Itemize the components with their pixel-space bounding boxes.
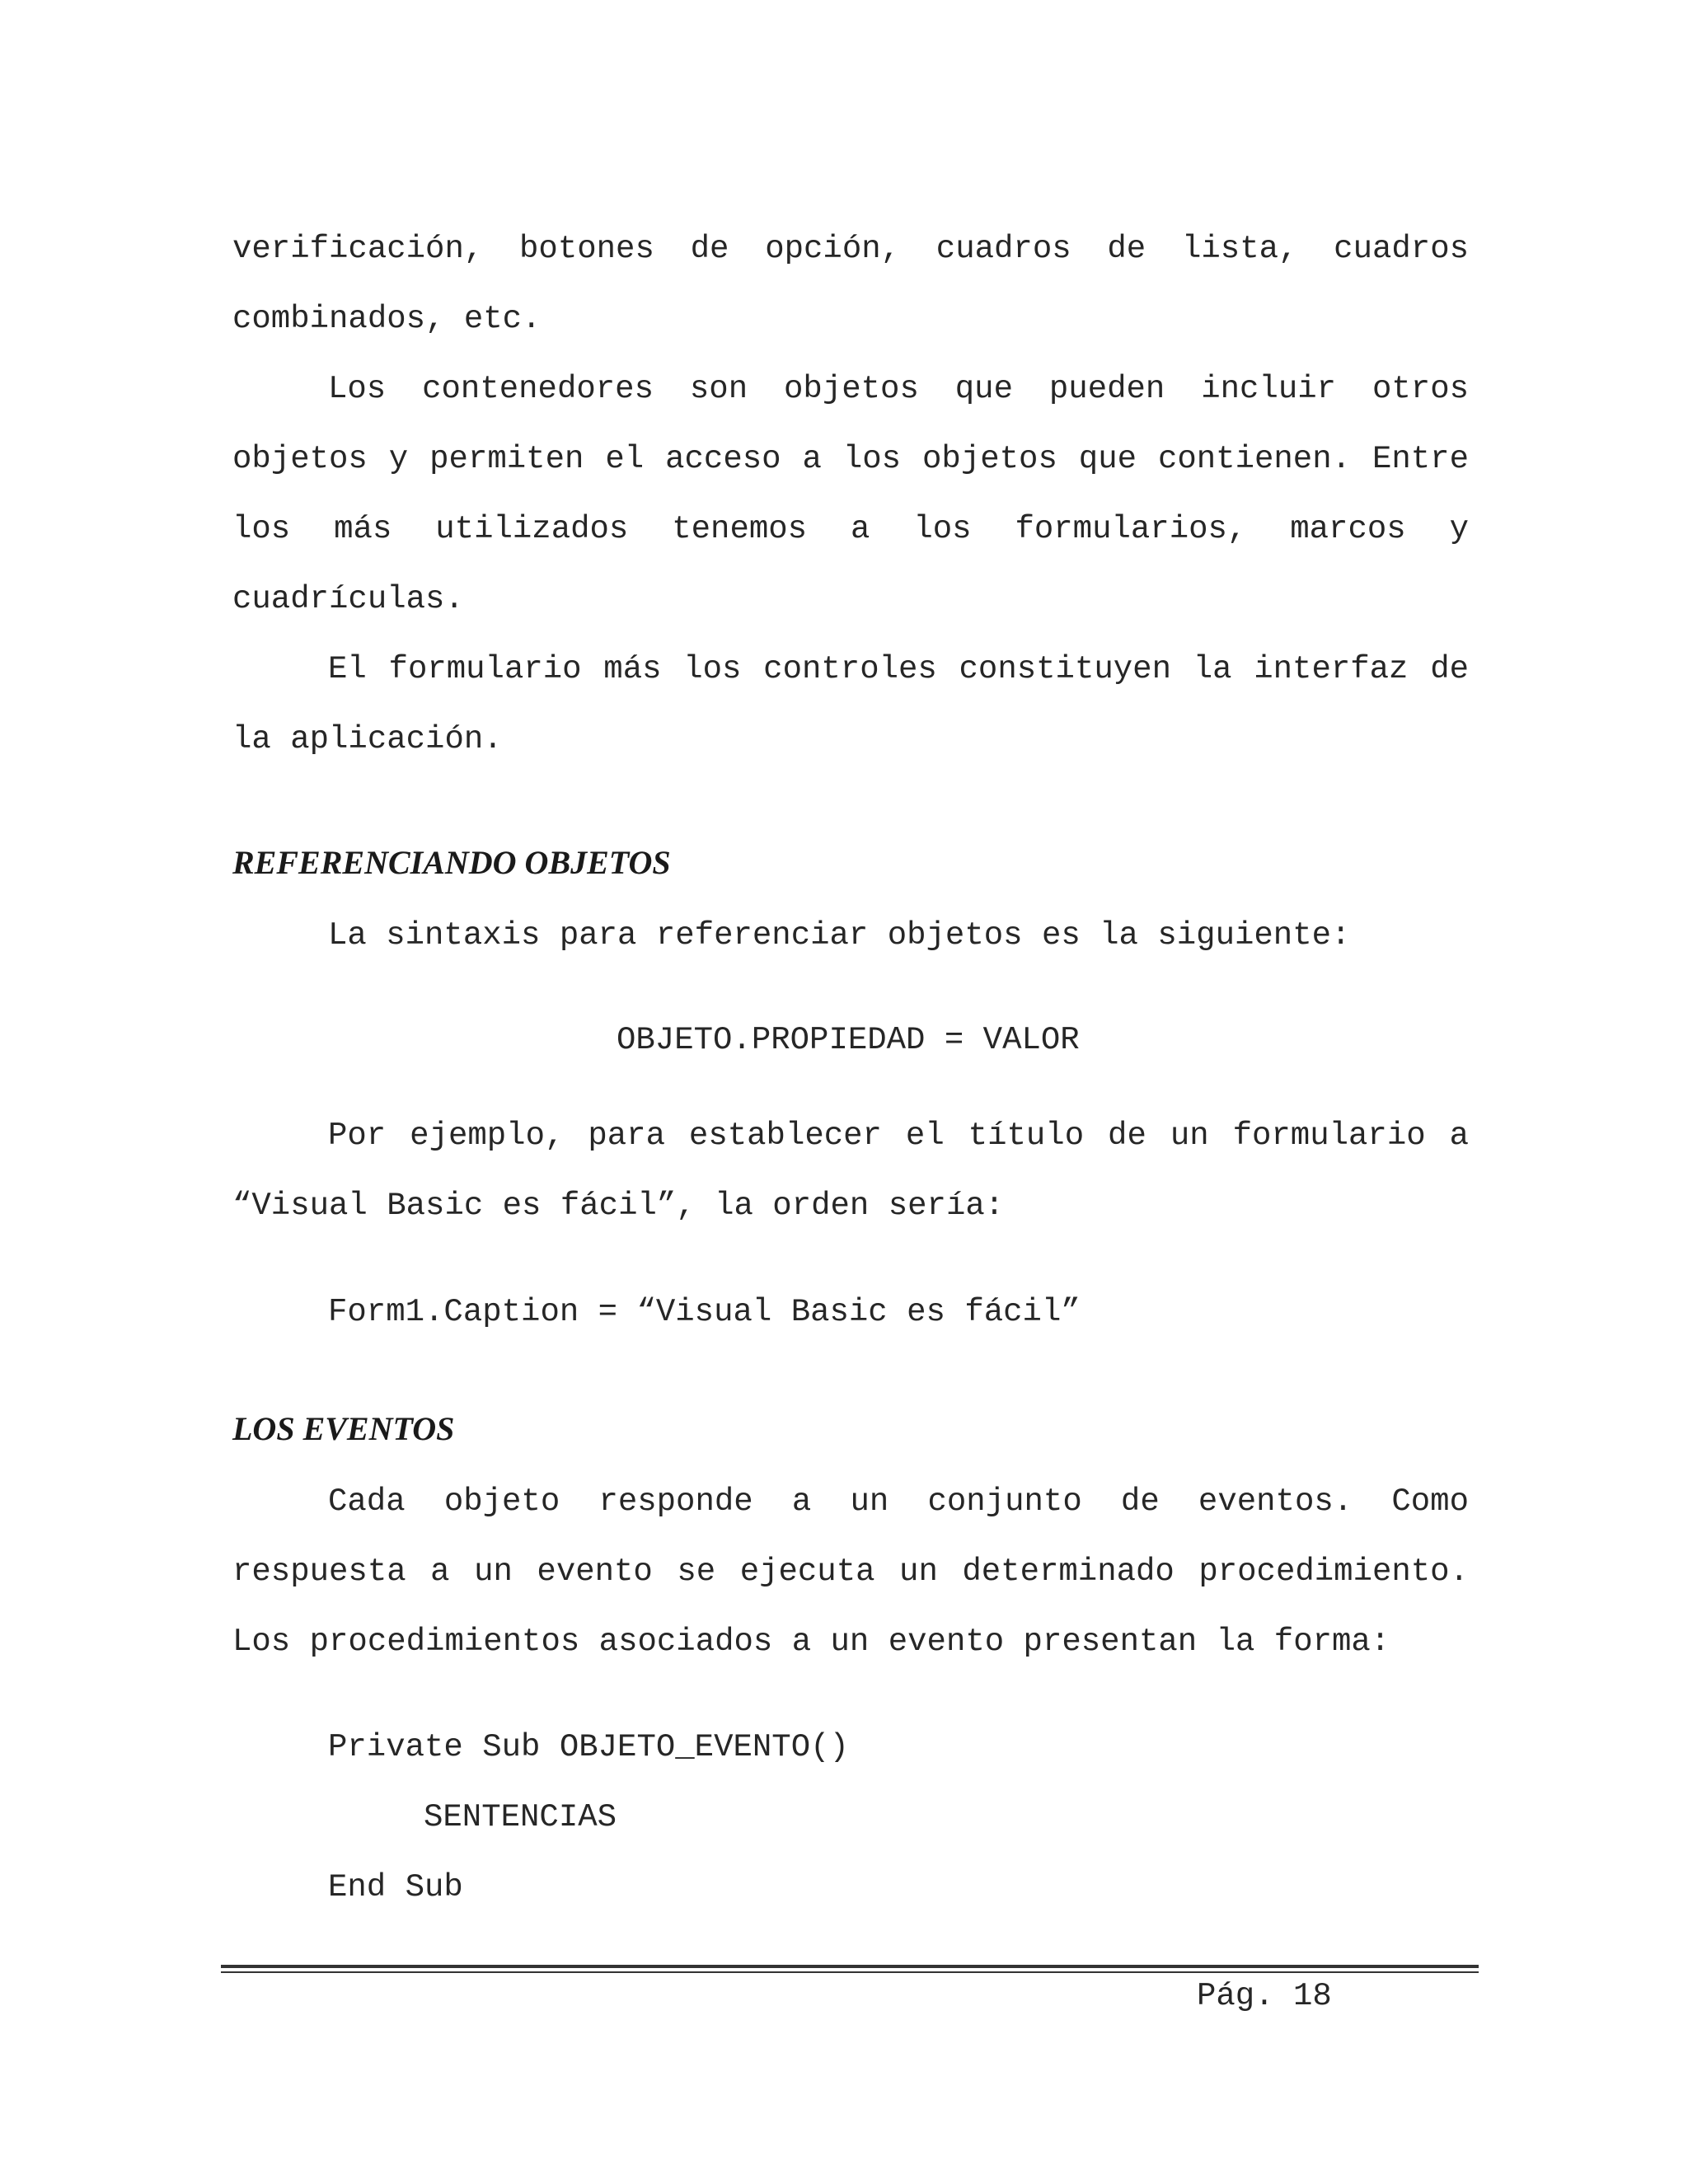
page-body <box>232 214 1469 775</box>
heading-los-eventos: LOS EVENTOS <box>232 1410 455 1447</box>
code-sentences: SENTENCIAS <box>424 1799 617 1835</box>
events-block <box>232 1467 1469 1677</box>
syntax-code: OBJETO.PROPIEDAD = VALOR <box>617 1022 1080 1058</box>
paragraph-events: Cada objeto responde a un conjunto de eventos. Como respuesta a un evento se ejecuta un determinado procedimiento. Los procedimientos asociados a un evento presentan la forma: <box>232 1483 1469 1660</box>
example-block <box>232 1101 1469 1241</box>
paragraph-interface: El formulario más los controles constituyen la interfaz de la aplicación. <box>232 651 1469 757</box>
code-end-sub: End Sub <box>328 1869 463 1905</box>
paragraph-example: Por ejemplo, para establecer el título de un formulario a “Visual Basic es fácil”, la orden sería: <box>232 1118 1469 1224</box>
page-number: Pág. 18 <box>1197 1978 1332 2014</box>
heading-referenciando-objetos: REFERENCIANDO OBJETOS <box>232 844 671 881</box>
caption-code-example: Form1.Caption = “Visual Basic es fácil” <box>328 1294 1081 1330</box>
syntax-intro: La sintaxis para referenciar objetos es la siguiente: <box>328 917 1351 954</box>
paragraph-controls-continued: verificación, botones de opción, cuadros de lista, cuadros combinados, etc. <box>232 231 1469 337</box>
paragraph-containers: Los contenedores son objetos que pueden incluir otros objetos y permiten el acceso a los objetos que contienen. Entre los más utilizados tenemos a los formularios, marcos y cuadrículas. <box>232 371 1469 617</box>
footer-rule-thick <box>221 1965 1479 1968</box>
code-sub-declaration: Private Sub OBJETO_EVENTO() <box>328 1729 849 1765</box>
